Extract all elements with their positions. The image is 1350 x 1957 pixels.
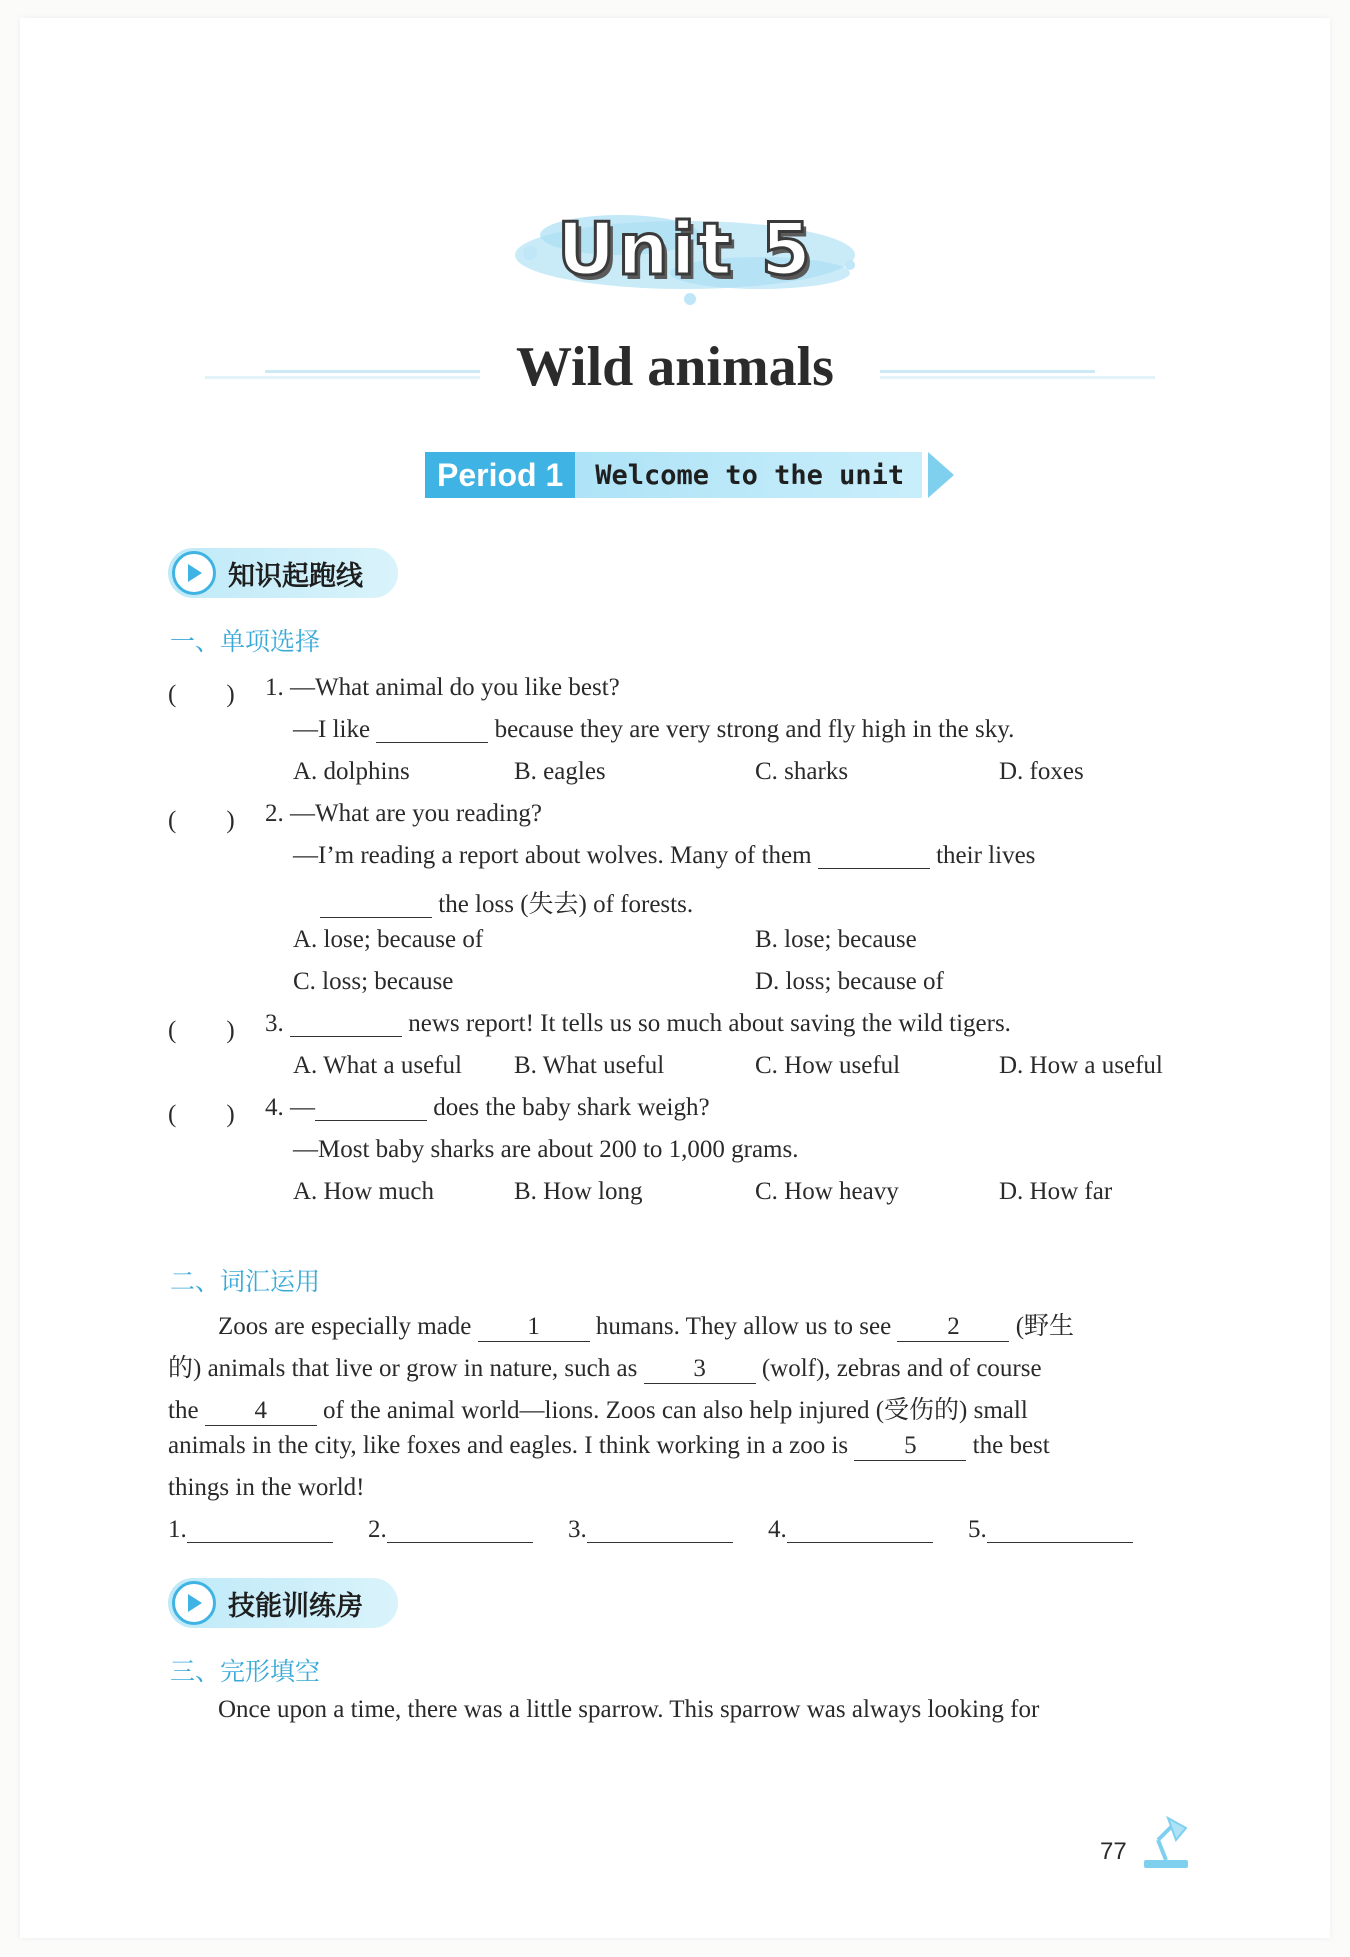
passage-line: the 4 of the animal world—lions. Zoos can also help injured (受伤的) small (168, 1397, 1028, 1424)
unit-heading (500, 195, 870, 315)
fill-blank[interactable] (376, 716, 488, 743)
option-a[interactable]: A. What a useful (293, 1052, 462, 1079)
subheading-single-choice: 一、单项选择 (170, 627, 321, 656)
section-badge-skills (168, 1578, 398, 1628)
option-c[interactable]: C. How useful (755, 1052, 901, 1079)
fill-blank[interactable] (315, 1094, 427, 1121)
option-a[interactable]: A. lose; because of (293, 926, 484, 953)
section-badge-label: 技能训练房 (228, 1590, 363, 1622)
question-stem: 1. —What animal do you like best? (265, 674, 620, 701)
desk-lamp-icon (1138, 1812, 1194, 1872)
page-title: Wild animals (516, 336, 834, 398)
passage-line: things in the world! (168, 1474, 365, 1501)
answer-bracket[interactable]: ( ) (168, 681, 235, 708)
numbered-blank[interactable]: 5 (854, 1432, 966, 1461)
option-d[interactable]: D. loss; because of (755, 968, 944, 995)
question-line: —I like because they are very strong and fly high in the sky. (293, 716, 1015, 743)
answer-slot-3[interactable]: 3. (568, 1516, 733, 1544)
page-number: 77 (1100, 1838, 1127, 1865)
answer-slot-5[interactable]: 5. (968, 1516, 1133, 1544)
section-badge-label: 知识起跑线 (228, 560, 363, 592)
option-c[interactable]: C. sharks (755, 758, 849, 785)
answer-slot-4[interactable]: 4. (768, 1516, 933, 1544)
fill-blank[interactable] (818, 842, 930, 869)
option-b[interactable]: B. lose; because (755, 926, 917, 953)
question-stem: 2. —What are you reading? (265, 800, 542, 827)
answer-bracket[interactable]: ( ) (168, 1017, 235, 1044)
play-icon (172, 1581, 216, 1625)
period-banner (425, 452, 954, 498)
unit-title: Unit 5 (557, 207, 813, 291)
option-c[interactable]: C. How heavy (755, 1178, 899, 1205)
fill-blank[interactable] (320, 891, 432, 918)
question-line: —I’m reading a report about wolves. Many of them their lives (293, 842, 1036, 869)
passage-line: 的) animals that live or grow in nature, such as 3 (wolf), zebras and of course (168, 1355, 1042, 1382)
play-icon (172, 551, 216, 595)
subheading-vocabulary: 二、词汇运用 (170, 1267, 321, 1296)
arrow-right-icon (928, 452, 954, 498)
option-d[interactable]: D. How far (999, 1178, 1113, 1205)
option-d[interactable]: D. foxes (999, 758, 1084, 785)
subheading-cloze: 三、完形填空 (170, 1657, 321, 1686)
period-name: Welcome to the unit (575, 452, 922, 498)
answer-bracket[interactable]: ( ) (168, 807, 235, 834)
section-badge-knowledge (168, 548, 398, 598)
fill-blank[interactable] (290, 1010, 402, 1037)
numbered-blank[interactable]: 2 (897, 1313, 1009, 1342)
title-rule-right (880, 368, 1155, 382)
option-a[interactable]: A. dolphins (293, 758, 410, 785)
question-line: —Most baby sharks are about 200 to 1,000 grams. (293, 1136, 799, 1163)
answer-slot-1[interactable]: 1. (168, 1516, 333, 1544)
numbered-blank[interactable]: 1 (478, 1313, 590, 1342)
option-b[interactable]: B. How long (514, 1178, 643, 1205)
question-stem: 3. news report! It tells us so much about saving the wild tigers. (265, 1010, 1011, 1037)
numbered-blank[interactable]: 4 (205, 1397, 317, 1426)
option-b[interactable]: B. eagles (514, 758, 606, 785)
option-b[interactable]: B. What useful (514, 1052, 665, 1079)
numbered-blank[interactable]: 3 (644, 1355, 756, 1384)
question-stem: 4. — does the baby shark weigh? (265, 1094, 710, 1121)
period-number: Period 1 (425, 452, 575, 498)
question-line: the loss (失去) of forests. (320, 884, 693, 920)
passage-line: animals in the city, like foxes and eagles. I think working in a zoo is 5 the best (168, 1432, 1050, 1459)
option-d[interactable]: D. How a useful (999, 1052, 1163, 1079)
answer-bracket[interactable]: ( ) (168, 1101, 235, 1128)
passage-line: Once upon a time, there was a little sparrow. This sparrow was always looking for (218, 1696, 1040, 1723)
passage-line: Zoos are especially made 1 humans. They allow us to see 2 (野生 (218, 1313, 1075, 1340)
answer-slot-2[interactable]: 2. (368, 1516, 533, 1544)
option-a[interactable]: A. How much (293, 1178, 434, 1205)
option-c[interactable]: C. loss; because (293, 968, 454, 995)
